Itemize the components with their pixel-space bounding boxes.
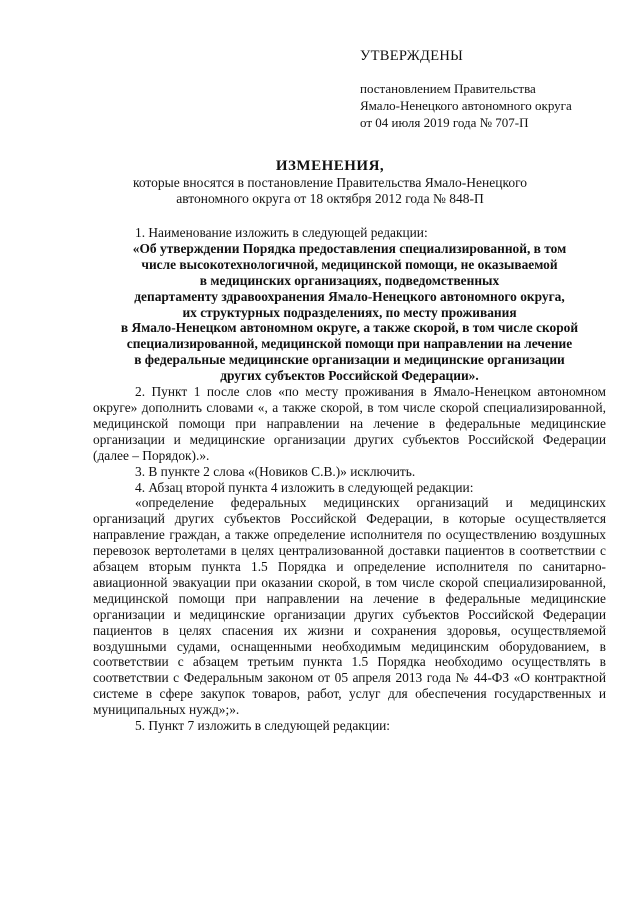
item-2-paragraph: 2. Пункт 1 после слов «по месту проживания в Ямало-Ненецком автономном округе» дополнить словами «, а также скорой, в том числе скорой специализированной, медицинской помощи при направлении на лечение в федеральные медицинские организации и медицинские организации других субъектов Российской Федерации (далее – Порядок).». xyxy=(93,384,606,463)
new-title-line: в медицинских организациях, подведомственных xyxy=(199,272,500,288)
document-heading xyxy=(60,157,600,207)
new-title-line: в Ямало-Ненецком автономном округе, а также скорой, в том числе скорой xyxy=(120,320,579,336)
item-3-paragraph: 3. В пункте 2 слова «(Новиков С.В.)» исключить. xyxy=(135,463,416,479)
approval-line: от 04 июля 2019 года № 707-П xyxy=(360,115,529,130)
new-title-line: департаменту здравоохранения Ямало-Ненецкого автономного округа, xyxy=(134,288,565,304)
item-5-intro: 5. Пункт 7 изложить в следующей редакции: xyxy=(135,718,391,734)
new-title-line: в федеральные медицинские организации и медицинские организации xyxy=(134,352,565,368)
item-1-new-title xyxy=(93,241,606,384)
item-4-new-text: «определение федеральных медицинских организаций и медицинских организаций других субъектов Российской Федерации, в которые осуществляется направление граждан, а также определение исполнителя по осуществлению воздушных перевозок вертолетами в целях централизованной доставки пациентов в соответствии с абзацем вторым пункта 1.5 Порядка и определение исполнителя по санитарно-авиационной эвакуации при оказании скорой, в том числе скорой специализированной, медицинской помощи при направлении на лечение в федеральные медицинские организации и медицинские организации других субъектов Российской Федерации пациентов в целях спасения их жизни и сохранения здоровья, осуществляемой воздушными судами, оснащенными необходимым медицинским оборудованием, в соответствии с абзацем третьим пункта 1.5 Порядка необходимо осуществлять в соответствии с Федеральным законом от 05 апреля 2013 года № 44-ФЗ «О контрактной системе в сфере закупок товаров, работ, услуг для обеспечения государственных и муниципальных нужд»;». xyxy=(93,495,606,718)
document-subtitle-line: автономного округа от 18 октября 2012 года № 848-П xyxy=(176,191,484,206)
item-4-intro: 4. Абзац второй пункта 4 изложить в следующей редакции: xyxy=(135,479,474,495)
new-title-line: специализированной, медицинской помощи при направлении на лечение xyxy=(126,336,573,352)
approval-stamp-title: УТВЕРЖДЕНЫ xyxy=(360,48,464,64)
approval-block xyxy=(360,48,620,131)
approval-line: Ямало-Ненецкого автономного округа xyxy=(360,98,572,113)
new-title-line: других субъектов Российской Федерации». xyxy=(220,368,479,384)
document-body xyxy=(93,225,606,734)
document-subtitle-line: которые вносятся в постановление Правительства Ямало-Ненецкого xyxy=(132,175,528,190)
document-title: ИЗМЕНЕНИЯ, xyxy=(275,158,385,174)
new-title-line: их структурных подразделениях, по месту проживания xyxy=(182,304,517,320)
approval-line: постановлением Правительства xyxy=(360,81,536,96)
new-title-line: «Об утверждении Порядка предоставления специализированной, в том xyxy=(132,240,567,256)
item-1-intro: 1. Наименование изложить в следующей редакции: xyxy=(135,225,428,240)
new-title-line: числе высокотехнологичной, медицинской помощи, не оказываемой xyxy=(141,256,558,272)
